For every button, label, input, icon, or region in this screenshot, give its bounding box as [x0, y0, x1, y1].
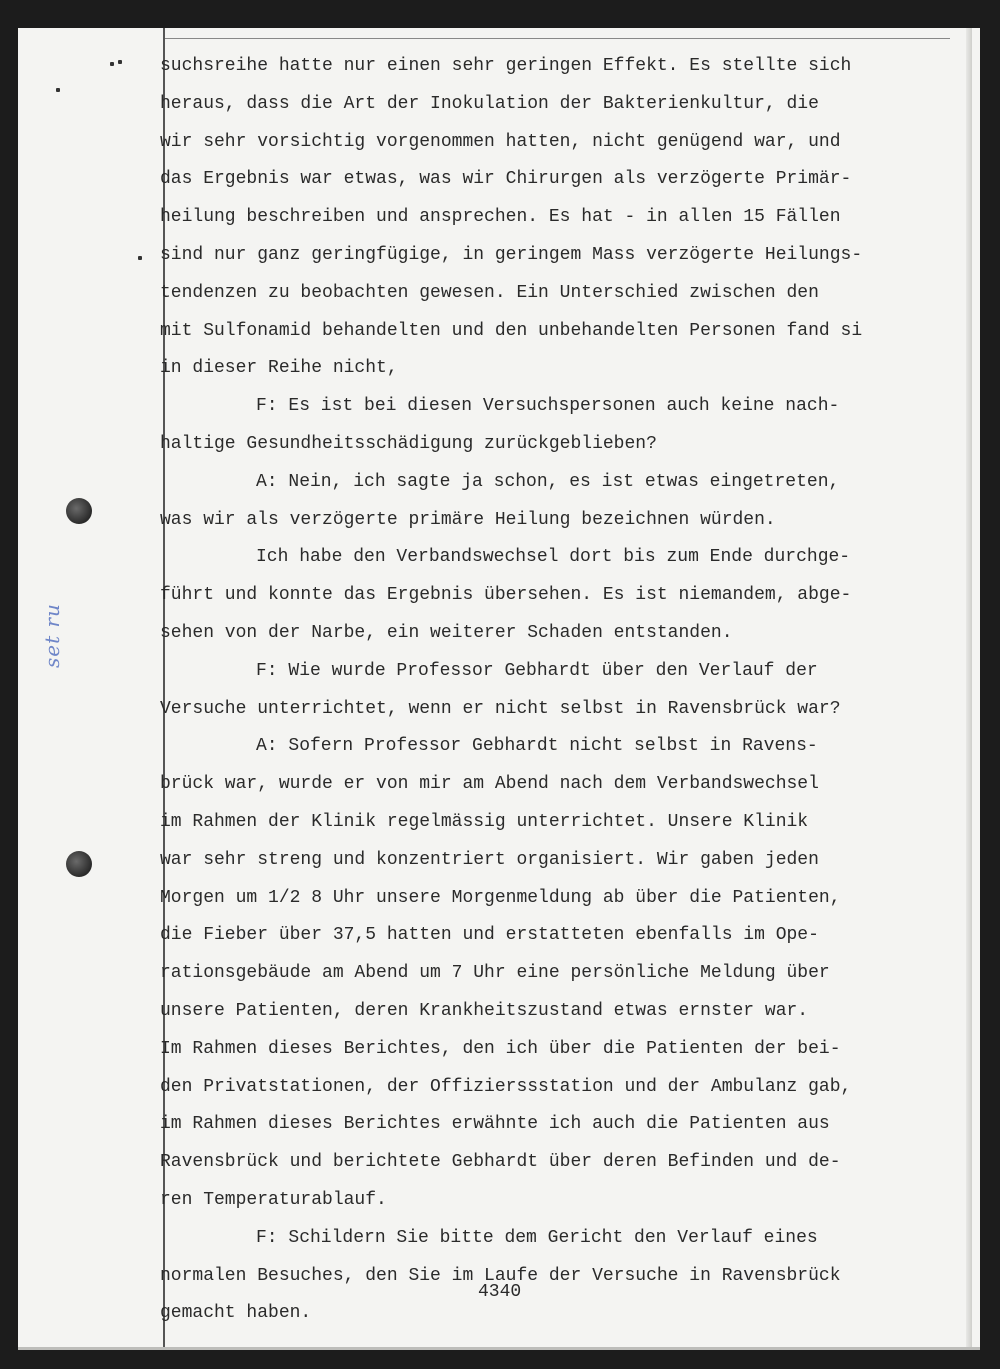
text-line-question: F: Es ist bei diesen Versuchspersonen auch keine nach- [256, 396, 840, 417]
text-line: sind nur ganz geringfügige, in geringem Mass verzögerte Heilungs- [160, 244, 863, 265]
punch-hole-icon [66, 851, 92, 877]
text-line: Versuche unterrichtet, wenn er nicht selbst in Ravensbrück war? [160, 698, 841, 719]
text-line: brück war, wurde er von mir am Abend nach dem Verbandswechsel [160, 774, 819, 795]
text-line: sehen von der Narbe, ein weiterer Schaden entstanden. [160, 622, 733, 643]
text-line: wir sehr vorsichtig vorgenommen hatten, nicht genügend war, und [160, 131, 841, 152]
text-line-answer: A: Sofern Professor Gebhardt nicht selbst in Ravens- [256, 736, 818, 757]
top-rule [163, 38, 950, 39]
text-line: gemacht haben. [160, 1303, 312, 1324]
text-line: im Rahmen der Klinik regelmässig unterrichtet. Unsere Klinik [160, 811, 809, 832]
text-line: das Ergebnis war etwas, was wir Chirurgen als verzögerte Primär- [160, 169, 852, 190]
text-line: was wir als verzögerte primäre Heilung bezeichnen würden. [160, 509, 776, 530]
text-line-question: F: Wie wurde Professor Gebhardt über den Verlauf der [256, 660, 818, 681]
text-line: im Rahmen dieses Berichtes erwähnte ich auch die Patienten aus [160, 1114, 830, 1135]
ink-speck [110, 62, 114, 66]
ink-speck [138, 256, 142, 260]
page-number: 4340 [478, 1282, 522, 1302]
text-line: rationsgebäude am Abend um 7 Uhr eine persönliche Meldung über [160, 963, 830, 984]
text-line-answer: A: Nein, ich sagte ja schon, es ist etwas eingetreten, [256, 471, 840, 492]
text-line: normalen Besuches, den Sie im Laufe der Versuche in Ravensbrück [160, 1265, 841, 1286]
page-edge [966, 28, 972, 1350]
text-line: die Fieber über 37,5 hatten und erstatteten ebenfalls im Ope- [160, 925, 819, 946]
text-line-question: F: Schildern Sie bitte dem Gericht den Verlauf eines [256, 1227, 818, 1248]
text-line: Morgen um 1/2 8 Uhr unsere Morgenmeldung ab über die Patienten, [160, 887, 841, 908]
ink-speck [56, 88, 60, 92]
text-line: führt und konnte das Ergebnis übersehen. Es ist niemandem, abge- [160, 585, 852, 606]
punch-hole-icon [66, 498, 92, 524]
text-line: war sehr streng und konzentriert organisiert. Wir gaben jeden [160, 849, 819, 870]
text-line-indented: Ich habe den Verbandswechsel dort bis zum Ende durchge- [256, 547, 851, 568]
text-line: in dieser Reihe nicht, [160, 358, 398, 379]
text-line: suchsreihe hatte nur einen sehr geringen Effekt. Es stellte sich [160, 56, 852, 76]
text-line: den Privatstationen, der Offizierssstation und der Ambulanz gab, [160, 1076, 852, 1097]
text-line: Im Rahmen dieses Berichtes, den ich über die Patienten der bei- [160, 1038, 841, 1059]
text-line: heilung beschreiben und ansprechen. Es hat - in allen 15 Fällen [160, 207, 841, 228]
text-line: heraus, dass die Art der Inokulation der Bakterienkultur, die [160, 93, 819, 114]
text-line: tendenzen zu beobachten gewesen. Ein Unterschied zwischen den [160, 282, 819, 303]
handwritten-margin-note: set ru [40, 603, 64, 668]
text-line: haltige Gesundheitsschädigung zurückgeblieben? [160, 433, 657, 454]
ink-speck [118, 60, 122, 64]
typed-text-body [160, 48, 920, 1333]
text-line: unsere Patienten, deren Krankheitszustand etwas ernster war. [160, 1000, 809, 1021]
page-bottom-edge [18, 1347, 980, 1350]
text-line: Ravensbrück und berichtete Gebhardt über deren Befinden und de- [160, 1152, 841, 1173]
text-line: ren Temperaturablauf. [160, 1189, 387, 1210]
text-line: mit Sulfonamid behandelten und den unbehandelten Personen fand si [160, 320, 863, 341]
